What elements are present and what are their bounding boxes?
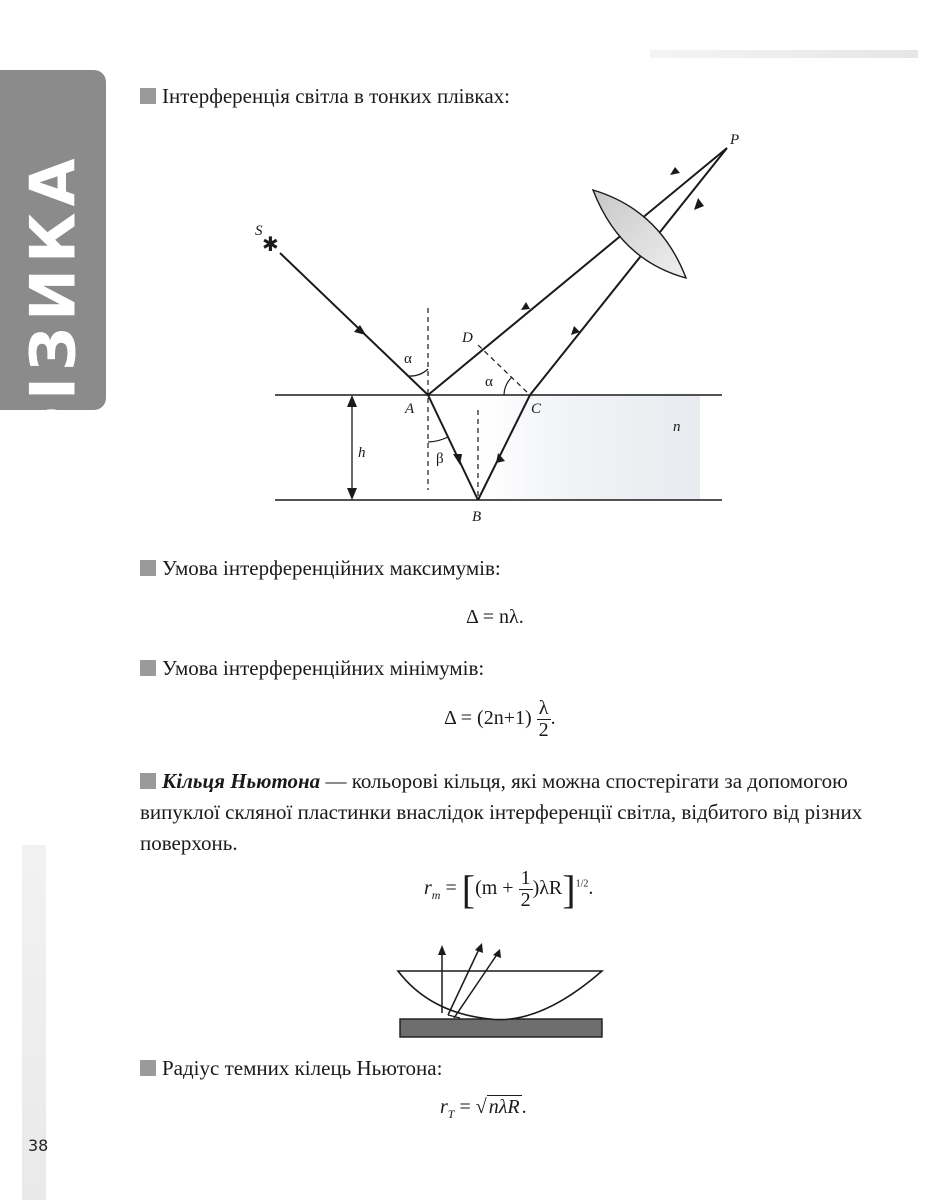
minima-heading: Умова інтерференційних мінімумів: [140,656,484,681]
label-n: n [673,419,681,435]
label-d: D [462,330,473,346]
thickness-arrow-bottom-icon [347,488,357,500]
bullet-square-icon [140,660,156,676]
label-b: B [472,509,482,525]
film-layer [480,395,700,500]
ray-oblique-1-arrow-icon [475,943,483,953]
dark-rings-heading: Радіус темних кілець Ньютона: [140,1056,442,1081]
bullet-square-icon [140,1060,156,1076]
top-decorative-strip [650,50,918,58]
reflected-arrow-2-icon [670,167,680,175]
angle-alpha2-arc [504,377,512,395]
minima-fraction: $\frac{\lambda}{2}$ [538,697,549,741]
emerging-arrow-2-icon [694,198,704,210]
emerging-ray [530,148,727,395]
angle-beta-arc [428,437,448,442]
newton-lens-diagram [390,935,610,1045]
maxima-formula: Δ = nλ. [466,606,524,628]
label-beta: β [436,451,444,467]
bullet-square-icon [140,773,156,789]
thin-films-heading: Інтерференція світла в тонких плівках: [140,84,510,109]
label-h: h [358,445,366,461]
lens [593,190,686,278]
angle-alpha-arc [409,369,428,376]
label-p: P [730,132,740,148]
subject-side-tab [0,70,106,468]
thin-film-diagram [240,120,760,530]
page-number: 38 [28,1136,49,1155]
subject-label: ФІЗИКА [16,152,90,468]
minima-formula: Δ = (2n+1) $\frac{\lambda}{2}$ . [444,697,556,741]
bullet-square-icon [140,88,156,104]
label-s: S [255,223,263,239]
incident-ray [280,253,428,395]
ray-oblique-2-arrow-icon [493,949,501,958]
refracted-ray-down [428,395,478,500]
dark-rings-formula: $r_T$ = √ nλR . [440,1096,527,1121]
sqrt-icon: √ [475,1096,487,1118]
bullet-square-icon [140,560,156,576]
newton-rings-formula: $r_m = [(m$ + $\frac{1}{2}$ )λR]$^{1/2}$. [424,867,594,912]
plano-convex-lens [398,971,602,1020]
thickness-arrow-top-icon [347,395,357,407]
label-a: A [405,401,415,417]
label-alpha: α [404,351,412,367]
label-c: C [531,401,542,417]
maxima-heading: Умова інтерференційних максимумів: [140,556,501,581]
glass-plate [400,1019,602,1037]
newton-rings-paragraph [140,766,870,859]
newton-rings-term: Кільця Ньютона [162,769,321,793]
newton-rings-definition: — кольорові кільця, які можна спостерігати за допомогою випуклої скляної пластинки внаслідок інтерференції світла, відбитого від різних поверхонь. [140,769,863,855]
source-star-icon: ✱ [262,234,279,256]
newton-fraction: $\frac{1}{2}$ [520,867,531,911]
newton-exponent: 1/2 [575,878,589,890]
ray-vertical-arrow-icon [438,945,446,955]
label-alpha-2: α [485,374,493,390]
reflected-arrow-icon [521,302,530,310]
